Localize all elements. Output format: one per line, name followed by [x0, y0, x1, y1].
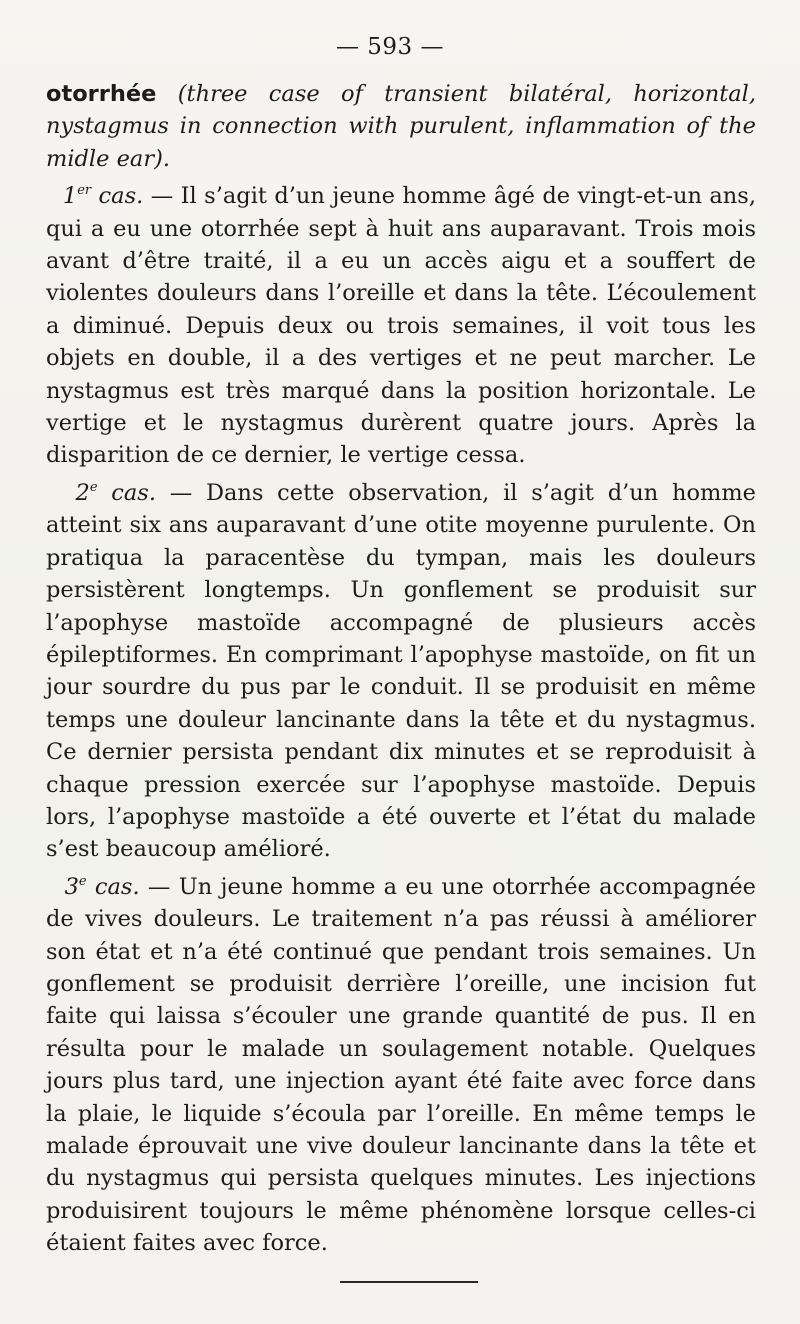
intro-paragraph — [46, 78, 756, 175]
intro-italic-title: (three case of transient bilatéral, horizontal, nystagmus in connection with purulent, inflammation of the midle ear). — [46, 81, 757, 172]
case-2-label: cas. — [97, 479, 156, 506]
case-3-sup: e — [78, 873, 87, 889]
case-2-number: 2 — [75, 479, 90, 506]
case-2-paragraph — [46, 472, 756, 866]
case-3-paragraph — [46, 866, 756, 1260]
case-2-text: — Dans cette observation, il s’agit d’un homme atteint six ans auparavant d’une otite moyenne purulente. On pratiqua la paracentèse du tympan, mais les douleurs persistèrent longtemps. Un gonflement se produisit sur l’apophyse mastoïde accompagné de plusieurs accès épileptiformes. En comprimant l’apophyse mastoïde, on fit un jour sourdre du pus par le conduit. Il se produisit en même temps une douleur lancinante dans la tête et du nystagmus. Ce dernier persista pendant dix minutes et se reproduisit à chaque pression exercée sur l’apophyse mastoïde. Depuis lors, l’apophyse mastoïde a été ouverte et l’état du malade s’est beaucoup amélioré. — [46, 479, 756, 863]
body-text — [46, 78, 756, 1260]
intro-bold-term: otorrhée — [46, 81, 157, 107]
case-1-paragraph — [46, 175, 756, 472]
end-rule — [340, 1281, 478, 1283]
case-3-number: 3 — [64, 873, 79, 900]
case-2-sup: e — [89, 479, 98, 495]
case-1-sup: er — [77, 183, 92, 199]
case-1-label: cas. — [91, 183, 144, 210]
case-3-label: cas. — [86, 873, 140, 900]
case-3-text: — Un jeune homme a eu une otorrhée accompagnée de vives douleurs. Le traitement n’a pas réussi à améliorer son état et n’a été continué que pendant trois semaines. Un gonflement se produisit derrière l’oreille, une incision fut faite qui laissa s’écouler une grande quantité de pus. Il en résulta pour le malade un soulagement notable. Quelques jours plus tard, une injection ayant été faite avec force dans la plaie, le liquide s’écoula par l’oreille. En même temps le malade éprouvait une vive douleur lancinante dans la tête et du nystagmus qui persista quelques minutes. Les injections produisirent toujours le même phénomène lorsque celles-ci étaient faites avec force. — [46, 873, 756, 1257]
case-1-text: — Il s’agit d’un jeune homme âgé de vingt-et-un ans, qui a eu une otorrhée sept à huit ans auparavant. Trois mois avant d’être traité, il a eu un accès aigu et a souffert de violentes douleurs dans l’oreille et dans la tête. L’écoulement a diminué. Depuis deux ou trois semaines, il voit tous les objets en double, il a des vertiges et ne peut marcher. Le nystagmus est très marqué dans la position horizontale. Le vertige et le nystagmus durèrent quatre jours. Après la disparition de ce dernier, le vertige cessa. — [46, 183, 756, 469]
case-1-number: 1 — [62, 183, 78, 210]
page-number: — 593 — — [335, 34, 445, 60]
